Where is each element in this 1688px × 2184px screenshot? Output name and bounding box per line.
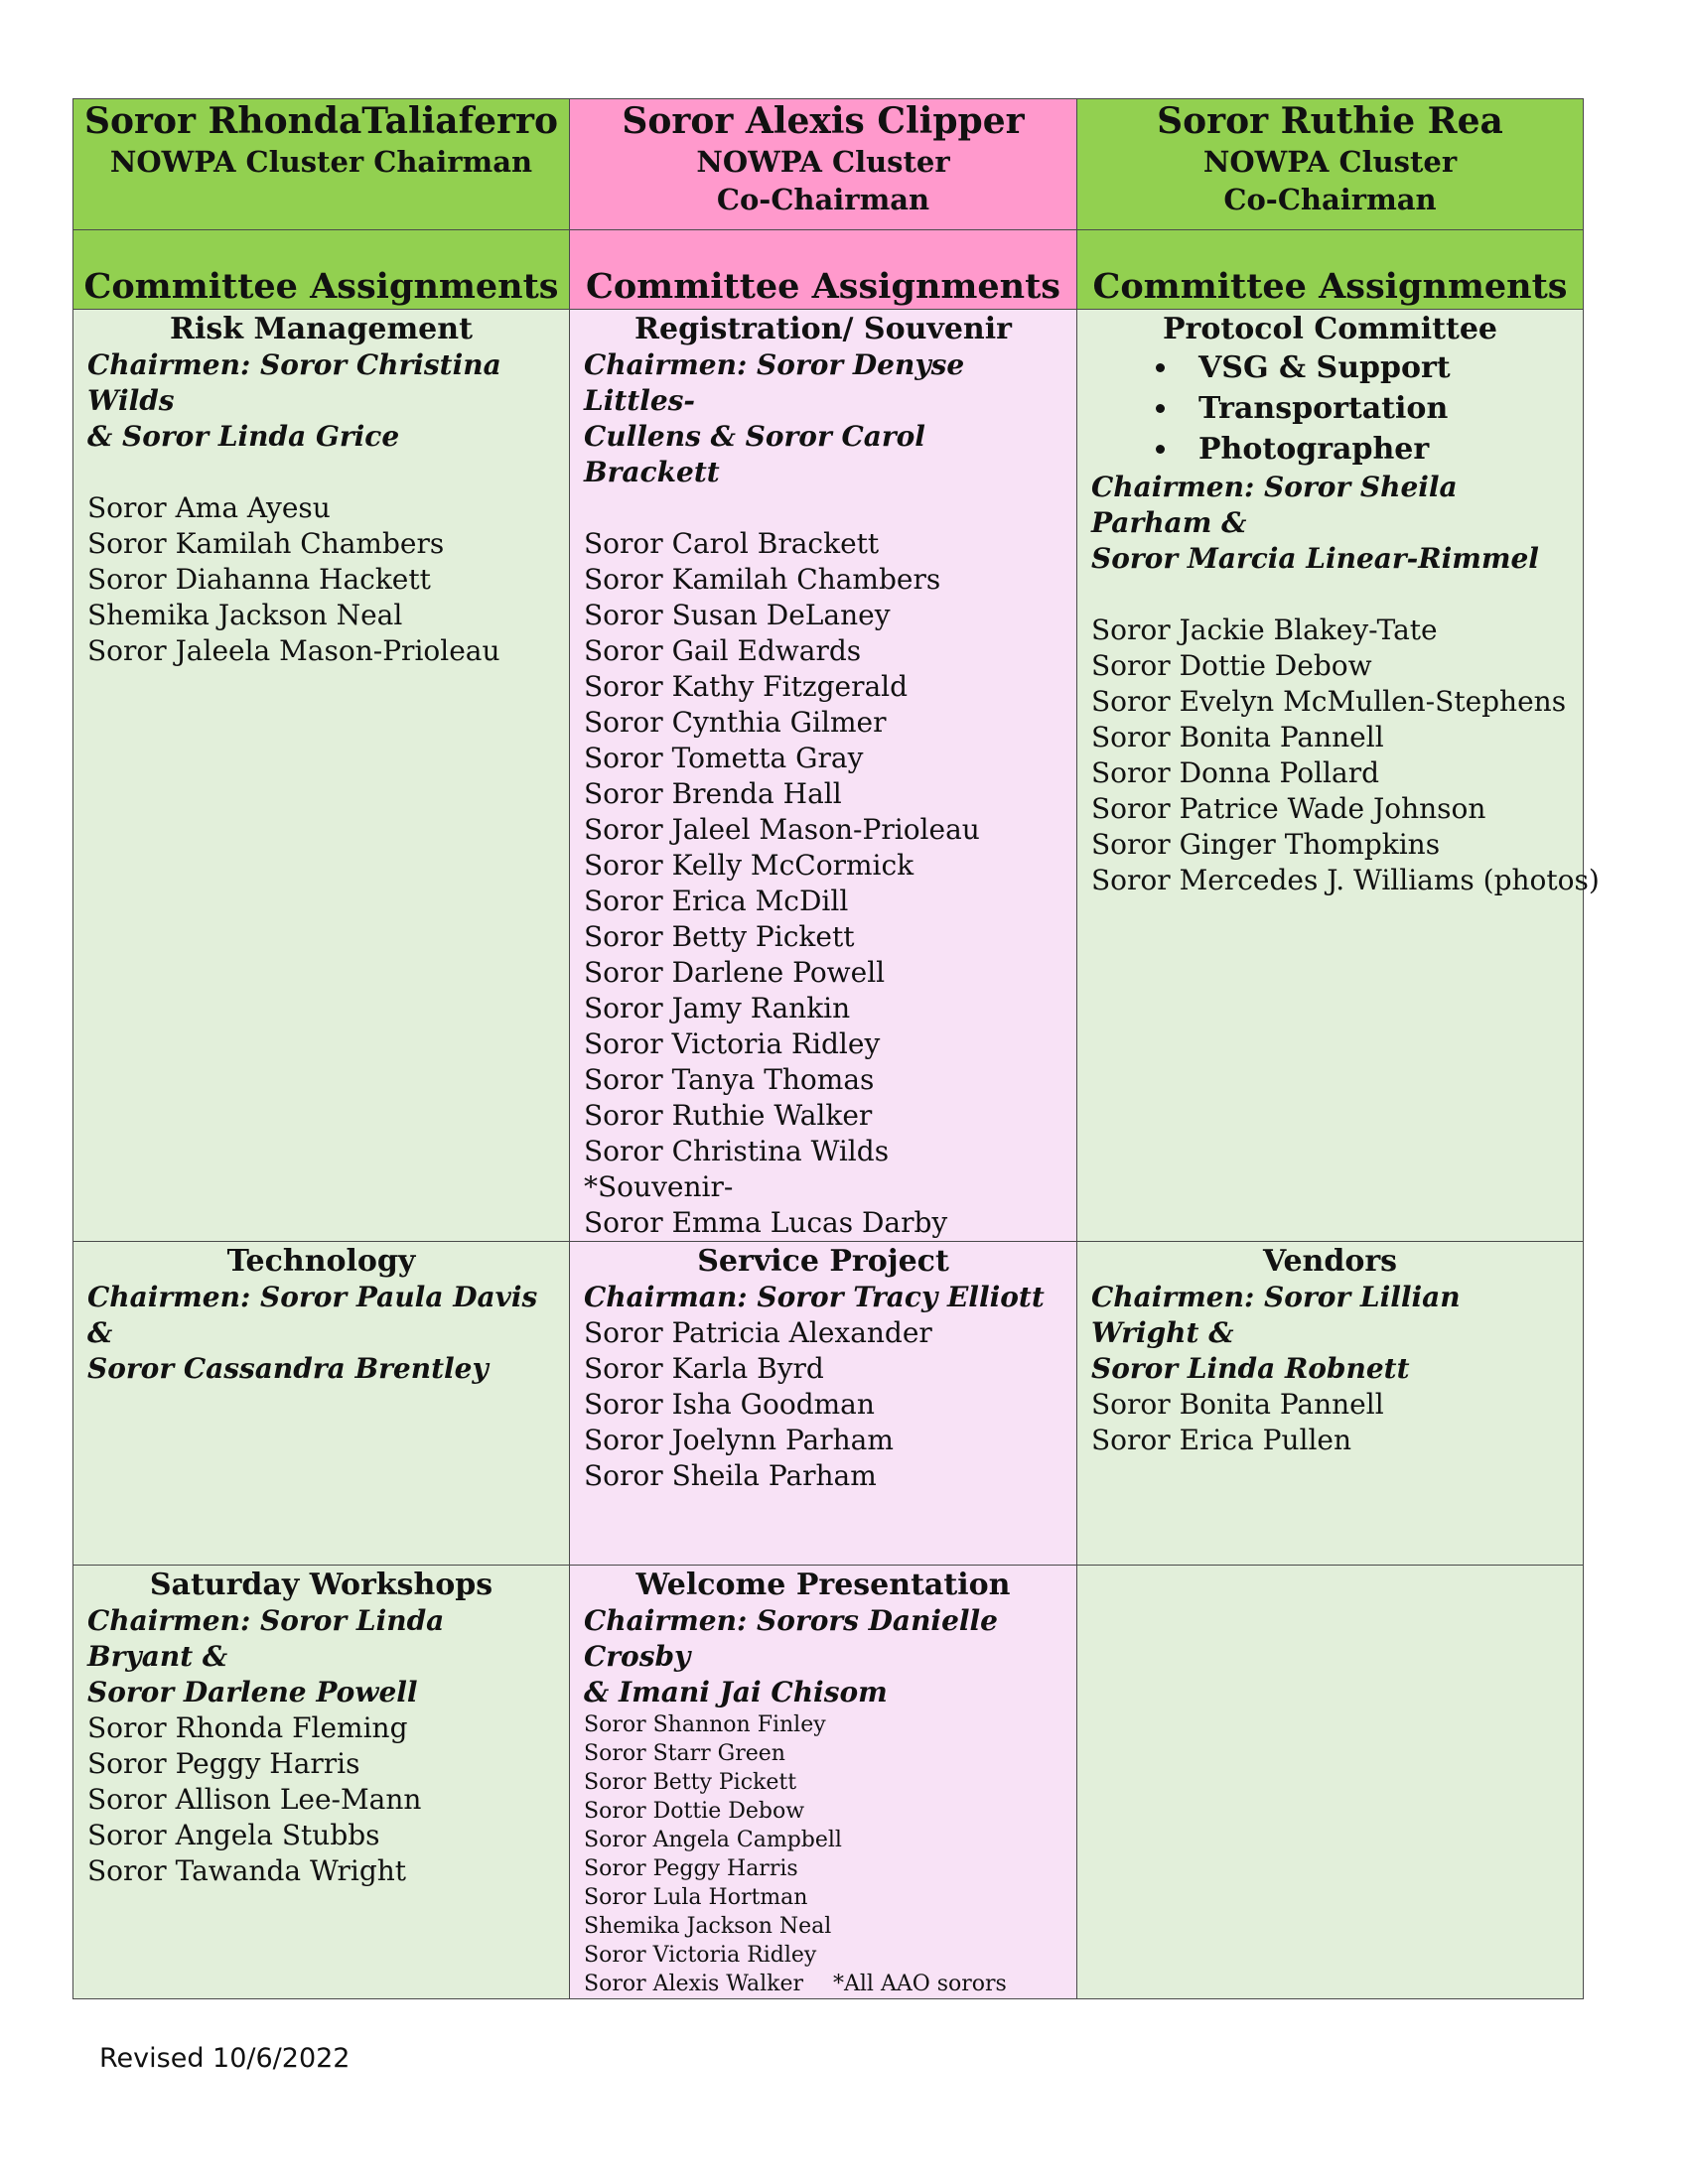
- member-name: Soror Evelyn McMullen-Stephens: [1091, 685, 1567, 718]
- member-name: Soror Jamy Rankin: [584, 992, 851, 1024]
- committee-chairs: Chairman: Soror Tracy Elliott: [584, 1281, 1045, 1313]
- member-item: [1091, 613, 1569, 648]
- committee-title: Welcome Presentation: [635, 1568, 1011, 1602]
- committee-chairs: Chairmen: Soror Paula Davis &: [87, 1281, 538, 1349]
- member-name: Soror Kamilah Chambers: [584, 563, 941, 596]
- member-name: Soror Gail Edwards: [584, 634, 862, 667]
- member-name: Soror Diahanna Hackett: [87, 563, 431, 596]
- member-name: Soror Tometta Gray: [584, 742, 864, 774]
- committee-title: Saturday Workshops: [149, 1568, 493, 1602]
- member-item: [584, 1169, 1062, 1205]
- member-name: Soror Darlene Powell: [584, 956, 886, 989]
- member-item: [584, 1026, 1062, 1062]
- member-name: Soror Ruthie Walker: [584, 1099, 873, 1132]
- member-item: [584, 1423, 1062, 1458]
- leader-title: Co-Chairman: [716, 183, 930, 216]
- member-name: Soror Erica Pullen: [1091, 1424, 1352, 1456]
- spacer: [87, 455, 555, 490]
- member-name: Shemika Jackson Neal: [584, 1914, 832, 1939]
- member-name: Soror Angela Campbell: [584, 1828, 842, 1852]
- member-item: [584, 1387, 1062, 1423]
- member-item: [584, 1912, 1062, 1941]
- member-item: [584, 1797, 1062, 1826]
- member-name: Soror Christina Wilds: [584, 1135, 890, 1167]
- committee-title: Vendors: [1262, 1244, 1398, 1279]
- committee-row: [73, 1242, 1584, 1566]
- member-name: Soror Betty Pickett: [584, 920, 855, 953]
- leader-name: Soror Alexis Clipper: [622, 100, 1025, 142]
- member-item: [584, 1826, 1062, 1854]
- committee-assignments-heading: Committee Assignments: [1077, 230, 1584, 310]
- member-name: Soror Peggy Harris: [584, 1856, 798, 1881]
- committee: [570, 310, 1076, 1241]
- leader-title: NOWPA Cluster Chairman: [109, 145, 533, 179]
- committee-chairs: Chairmen: Sorors Danielle Crosby: [584, 1604, 998, 1673]
- member-name: Soror Cynthia Gilmer: [584, 706, 887, 739]
- member-item: [584, 562, 1062, 598]
- committee-cell: [73, 1566, 570, 1999]
- committee-chairs: Soror Cassandra Brentley: [87, 1352, 489, 1385]
- committee-chairs: Chairmen: Soror Christina Wilds: [87, 348, 501, 417]
- committee-cell: [1077, 310, 1600, 1242]
- member-name: Soror Jaleel Mason-Prioleau: [584, 813, 980, 846]
- member-item: [584, 1739, 1062, 1768]
- member-item: [584, 1458, 1062, 1494]
- revised-date: Revised 10/6/2022: [99, 2043, 351, 2074]
- committee-title: Registration/ Souvenir: [634, 312, 1012, 346]
- member-name: Soror Kamilah Chambers: [87, 527, 445, 560]
- member-name: Soror Kathy Fitzgerald: [584, 670, 909, 703]
- member-item: [584, 812, 1062, 848]
- leader-co-chairman-2: [1077, 99, 1584, 230]
- member-name: Soror Donna Pollard: [1091, 756, 1380, 789]
- member-item: [87, 1782, 555, 1818]
- member-name: Soror Betty Pickett: [584, 1770, 797, 1795]
- committee-title: Risk Management: [170, 312, 473, 346]
- member-name: *Souvenir-: [584, 1170, 734, 1203]
- committee-title: Service Project: [697, 1244, 949, 1279]
- committee-assignments-row: [73, 230, 1584, 310]
- member-name: Soror Jaleela Mason-Prioleau: [87, 634, 500, 667]
- member-item: [584, 1768, 1062, 1797]
- member-name: Soror Ginger Thompkins: [1091, 828, 1441, 861]
- member-name: Soror Rhonda Fleming: [87, 1711, 408, 1744]
- member-item: [584, 1351, 1062, 1387]
- subgroup-item: • VSG & Support: [1181, 347, 1569, 388]
- member-name: Soror Starr Green: [584, 1741, 785, 1766]
- member-item: [584, 633, 1062, 669]
- member-item: [584, 1941, 1062, 1970]
- committee: [1077, 310, 1600, 898]
- committee-note: *All AAO sorors: [832, 1972, 1007, 1996]
- member-item: [584, 919, 1062, 955]
- leader-title: Co-Chairman: [1223, 183, 1437, 216]
- member-name: Soror Jackie Blakey-Tate: [1091, 614, 1438, 646]
- leader-title: NOWPA Cluster: [696, 145, 950, 179]
- leaders-row: [73, 99, 1584, 230]
- member-item: [584, 741, 1062, 776]
- committee-cell: [73, 310, 570, 1242]
- member-item: [584, 955, 1062, 991]
- member-item: [584, 1098, 1062, 1134]
- leader-chairman: [73, 99, 570, 230]
- member-name: Soror Bonita Pannell: [1091, 1388, 1384, 1421]
- member-name: Soror Kelly McCormick: [584, 849, 914, 882]
- committee: [570, 1242, 1076, 1494]
- member-item: [1091, 684, 1569, 720]
- committee: [73, 310, 569, 669]
- member-item: [584, 848, 1062, 884]
- committee-chairs: Chairmen: Soror Denyse Littles-: [584, 348, 965, 417]
- member-name: Shemika Jackson Neal: [87, 599, 403, 631]
- member-name: Soror Sheila Parham: [584, 1459, 877, 1492]
- committee-subgroups: [1091, 347, 1569, 470]
- member-name: Soror Dottie Debow: [584, 1799, 805, 1824]
- committee-chairs: Chairmen: Soror Sheila Parham &: [1091, 471, 1458, 539]
- member-item: [584, 776, 1062, 812]
- empty-cell: [1077, 1566, 1584, 1999]
- member-item: [584, 1062, 1062, 1098]
- member-item: [584, 598, 1062, 633]
- committee-cell: [570, 310, 1077, 1242]
- member-item: [584, 1315, 1062, 1351]
- member-item: [584, 1883, 1062, 1912]
- committee-chairs: Soror Darlene Powell: [87, 1676, 418, 1708]
- member-name: Soror Peggy Harris: [87, 1747, 360, 1780]
- committee-chairs: Cullens & Soror Carol Brackett: [584, 420, 925, 488]
- committee-cell: [73, 1242, 570, 1566]
- subgroup-item: • Photographer: [1181, 429, 1569, 470]
- member-item: [1091, 863, 1600, 898]
- member-item: [584, 1134, 1062, 1169]
- committee-cell: [570, 1242, 1077, 1566]
- committee-chairs: Chairmen: Soror Lillian Wright &: [1091, 1281, 1461, 1349]
- spacer: [1091, 577, 1569, 613]
- subgroup-item: • Transportation: [1181, 388, 1569, 429]
- member-item: [87, 1853, 555, 1889]
- committee-chairs: Soror Marcia Linear-Rimmel: [1091, 542, 1539, 575]
- member-name: Soror Bonita Pannell: [1091, 721, 1384, 753]
- member-item: [1091, 791, 1569, 827]
- member-item: [87, 562, 555, 598]
- member-name: Soror Alexis Walker: [584, 1972, 803, 1996]
- member-name: Soror Isha Goodman: [584, 1388, 875, 1421]
- member-item: [87, 526, 555, 562]
- committee-title: Technology: [226, 1244, 416, 1279]
- committee-table: [72, 98, 1600, 1999]
- member-name: Soror Karla Byrd: [584, 1352, 824, 1385]
- committee-cell: [1077, 1242, 1584, 1566]
- member-name: Soror Ama Ayesu: [87, 491, 331, 524]
- member-name: Soror Mercedes J. Williams (photos): [1091, 864, 1600, 896]
- member-item: [1091, 827, 1569, 863]
- member-name: Soror Shannon Finley: [584, 1712, 826, 1737]
- member-name: Soror Emma Lucas Darby: [584, 1206, 948, 1239]
- member-name: Soror Erica McDill: [584, 885, 849, 917]
- committee-assignments-heading: Committee Assignments: [570, 230, 1077, 310]
- member-item: [87, 1746, 555, 1782]
- committee-chairs: Chairmen: Soror Linda Bryant &: [87, 1604, 445, 1673]
- member-name: Soror Lula Hortman: [584, 1885, 808, 1910]
- member-name: Soror Susan DeLaney: [584, 599, 891, 631]
- member-item: [1091, 755, 1569, 791]
- member-item: [1091, 720, 1569, 755]
- member-name: Soror Patrice Wade Johnson: [1091, 792, 1486, 825]
- leader-title: NOWPA Cluster: [1202, 145, 1458, 179]
- committee-row: [73, 310, 1584, 1242]
- member-name: Soror Angela Stubbs: [87, 1819, 380, 1851]
- committee-assignments-heading: Committee Assignments: [73, 230, 570, 310]
- member-name: Soror Victoria Ridley: [584, 1027, 881, 1060]
- member-item: [584, 884, 1062, 919]
- member-item: [1091, 1387, 1569, 1423]
- committee-chairs: Soror Linda Robnett: [1091, 1352, 1410, 1385]
- member-name: Soror Brenda Hall: [584, 777, 842, 810]
- member-item: [584, 1970, 1062, 1998]
- member-item: [584, 1854, 1062, 1883]
- committee: [73, 1566, 569, 1889]
- committee-cell: [570, 1566, 1077, 1999]
- member-name: Soror Allison Lee-Mann: [87, 1783, 422, 1816]
- member-item: [584, 669, 1062, 705]
- member-item: [1091, 648, 1569, 684]
- committee: [73, 1242, 569, 1387]
- member-item: [584, 1205, 1062, 1241]
- member-name: Soror Dottie Debow: [1091, 649, 1372, 682]
- member-item: [87, 1818, 555, 1853]
- member-name: Soror Joelynn Parham: [584, 1424, 894, 1456]
- member-item: [1091, 1423, 1569, 1458]
- member-item: [584, 526, 1062, 562]
- committee: [570, 1566, 1076, 1998]
- leader-name: Soror Ruthie Rea: [1157, 100, 1503, 142]
- committee-chairs: & Imani Jai Chisom: [584, 1676, 888, 1708]
- committee: [1077, 1242, 1583, 1458]
- committee-title: Protocol Committee: [1162, 312, 1498, 346]
- member-item: [87, 1710, 555, 1746]
- member-name: Soror Patricia Alexander: [584, 1316, 932, 1349]
- member-name: Soror Tanya Thomas: [584, 1063, 875, 1096]
- member-name: Soror Victoria Ridley: [584, 1943, 817, 1968]
- member-item: [87, 598, 555, 633]
- spacer: [584, 490, 1062, 526]
- member-item: [584, 1710, 1062, 1739]
- leader-name: Soror RhondaTaliaferro: [84, 100, 558, 142]
- member-item: [584, 705, 1062, 741]
- member-name: Soror Carol Brackett: [584, 527, 880, 560]
- committee-row: [73, 1566, 1584, 1999]
- member-name: Soror Tawanda Wright: [87, 1854, 407, 1887]
- member-item: [584, 991, 1062, 1026]
- member-item: [87, 490, 555, 526]
- member-item: [87, 633, 555, 669]
- leader-co-chairman-1: [570, 99, 1077, 230]
- committee-chairs: & Soror Linda Grice: [87, 420, 400, 453]
